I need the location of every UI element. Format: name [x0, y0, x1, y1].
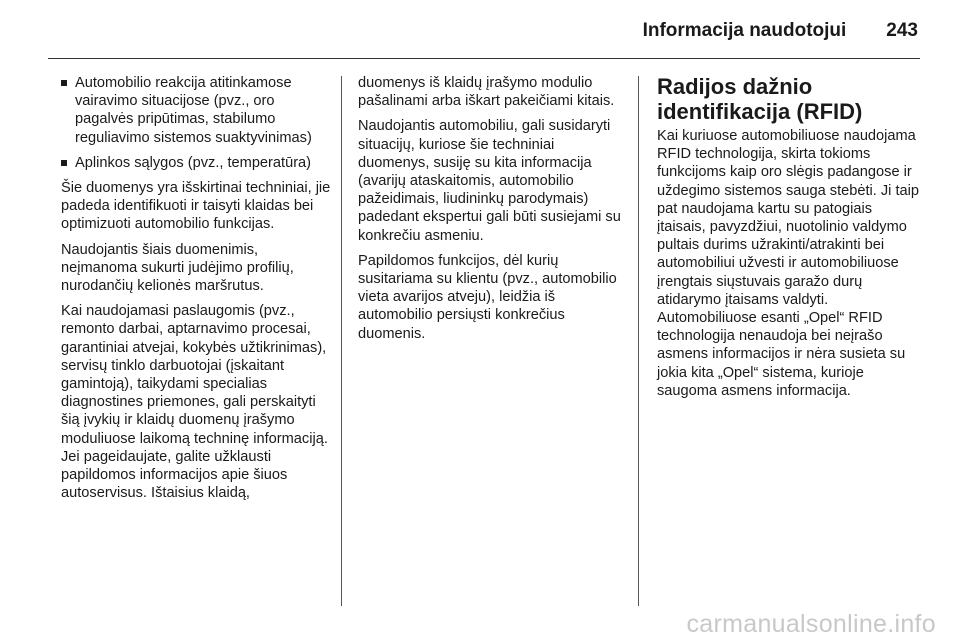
paragraph: Kai naudojamasi paslaugomis (pvz., remonto darbai, aptarnavimo procesai, garantiniai atvejai, kokybės užtikrinimas), servisų tinklo darbuotojai (įskaitant gamintoją), taikydami specialias diagnostines priemones, gali perskaityti šią įvykių ir klaidų duomenų įrašymo moduliuose laikomą techninę informaciją. Jei pageidaujate, galite užklausti papildomos informacijos apie šiuos autoservisus. Ištaisius klaidą, — [61, 303, 328, 502]
bullet-item — [61, 74, 333, 147]
square-bullet-icon — [61, 160, 67, 166]
paragraph: Šie duomenys yra išskirtinai techniniai, jie padeda identifikuoti ir taisyti klaidas bei optimizuoti automobilio funkcijas. — [61, 180, 331, 233]
bullet-item — [61, 154, 333, 172]
paragraph: Naudojantis šiais duomenimis, neįmanoma sukurti judėjimo profilių, nurodančių kelionės maršrutus. — [61, 241, 294, 295]
bullet-text: Automobilio reakcija atitinkamose vairavimo situacijose (pvz., oro pagalvės pripūtimas, stabilumo reguliavimo sistemos suaktyvinimas) — [75, 75, 312, 146]
header-rule — [48, 58, 920, 59]
text-column-3 — [657, 74, 923, 407]
watermark: carmanualsonline.info — [686, 610, 936, 638]
bullet-list — [61, 74, 333, 172]
header-title: Informacija naudotojui — [642, 20, 847, 41]
text-column-1 — [61, 74, 333, 509]
bullet-text: Aplinkos sąlygos (pvz., temperatūra) — [75, 154, 312, 171]
page-header — [643, 20, 918, 42]
square-bullet-icon — [61, 80, 67, 86]
page-number: 243 — [886, 20, 918, 41]
column-divider-2 — [638, 76, 639, 606]
section-heading: Radijos dažnio identifikacija (RFID) — [657, 74, 863, 124]
paragraph: Papildomos funkcijos, dėl kurių susitariama su klientu (pvz., automobilio vieta avarijos atveju), leidžia iš automobilio persiųsti konkrečius duomenis. — [358, 252, 617, 342]
text-column-2 — [358, 74, 622, 350]
paragraph: Naudojantis automobiliu, gali susidaryti situacijų, kuriose šie techniniai duomenys, susiję su kita informacija (avarijų ataskaitomis, automobilio pažeidimais, liudininkų parodymais) padedant ekspertui gali būti susiejami su konkrečiu asmeniu. — [358, 118, 621, 244]
paragraph: Kai kuriuose automobiliuose naudojama RFID technologija, skirta tokioms funkcijoms kaip oro slėgis padangose ir uždegimo sistemos sauga stebėti. Ji taip pat naudojama kartu su patogiais įtaisais, pavyzdžiui, nuotolinio valdymo pultais durims užrakinti/atrakinti bei automobiliui užvesti ir automobiliuose įrengtais siųstuvais garažo durų atidarymo įtaisams valdyti. Automobiliuose esanti „Opel“ RFID technologija nenaudoja bei neįrašo asmens informacijos ir nėra susieta su jokia kita „Opel“ sistema, kurioje saugoma asmens informacija. — [657, 128, 920, 399]
column-divider-1 — [341, 76, 342, 606]
paragraph: duomenys iš klaidų įrašymo modulio pašalinami arba iškart pakeičiami kitais. — [358, 75, 615, 110]
